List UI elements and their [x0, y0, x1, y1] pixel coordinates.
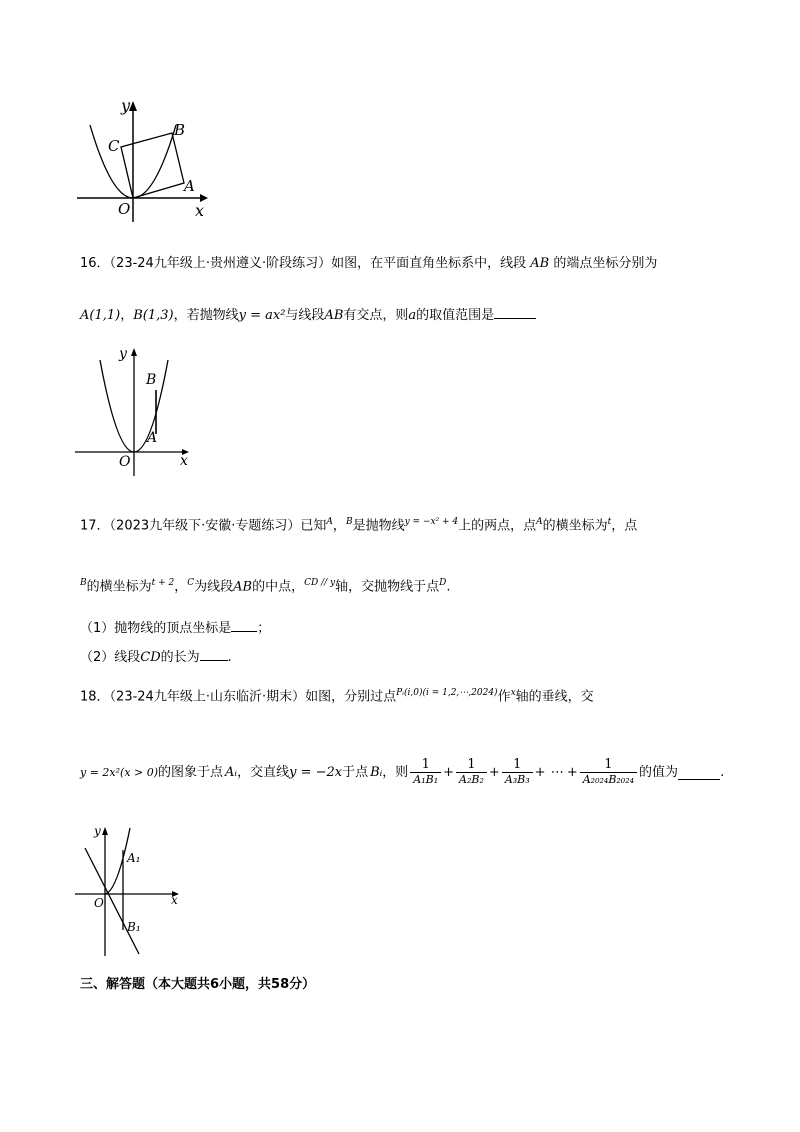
q17-number: 17． [80, 518, 110, 534]
origin-label: O [94, 896, 104, 910]
point-b1-label: B₁ [127, 920, 141, 934]
point-a1-label: A₁ [127, 851, 141, 865]
q17-sub1: （1）抛物线的顶点坐标是 ； [80, 617, 270, 638]
answer-blank[interactable] [200, 646, 228, 661]
section-heading [80, 976, 315, 994]
point-b-label: B [174, 121, 186, 139]
figure-q16 [70, 342, 200, 477]
x-label: x [171, 893, 178, 907]
figure-q18 [70, 820, 190, 960]
point-a-coords: A(1,1) [80, 308, 121, 323]
point-p-expression: Pᵢ(i,0)(i = 1,2,⋯,2024) [396, 688, 498, 698]
q16-line2: A(1,1)，B(1,3)，若抛物线y = ax²与线段AB有交点，则a的取值范围是 [80, 304, 536, 325]
answer-blank[interactable] [231, 617, 257, 632]
answer-blank[interactable] [678, 765, 720, 780]
q17-line1: 17．（2023九年级下·安徽·专题练习）已知$^A$，$^B$是抛物线$^{y = -x^2 + 4}$上的两点，点$^A$的横坐标为$^t$，点 [80, 517, 638, 534]
y-label: y [121, 96, 131, 115]
point-a-label: A [147, 430, 158, 446]
section-note: （本大题共6小题，共58分） [145, 977, 316, 992]
q18-line2: y = 2x²(x > 0) 的图象于点 Aᵢ ，交直线 y = −2x 于点 Bᵢ ，则 $\frac{1}{\text{A₁B₁}}$ + $\frac{1}{\text{A₂B₂}}$ + $\frac{1}{\text{A₃B₃}}$ + ⋯ + $\frac{1}{\text{A₂₀₂₄B₂₀₂₄}}$ 的值为 . [80, 757, 725, 786]
answer-blank[interactable] [494, 304, 536, 319]
q17-source: （2023九年级下·安徽·专题练习） [109, 518, 301, 534]
q17-line2: $^B$的横坐标为$^{t + 2}$，$^C$为线段AB的中点，$^{CD // y}$轴，交抛物线于点$^D$. [80, 578, 451, 595]
curve-equation: y = 2x²(x > 0) [80, 765, 159, 779]
fraction-2: $\frac{1}{\text{A₂B₂}}$ [456, 758, 487, 787]
point-b-label: B [146, 372, 157, 388]
fraction-2024: $\frac{1}{\text{A₂₀₂₄B₂₀₂₄}}$ [580, 758, 637, 787]
y-axis-arrow [131, 348, 137, 356]
q18-number: 18． [80, 689, 110, 705]
x-label: x [180, 453, 188, 469]
fraction-1: $\frac{1}{\text{A₁B₁}}$ [410, 758, 441, 787]
origin-label: O [119, 454, 131, 470]
origin-label: O [118, 200, 131, 218]
point-a-label: A [184, 177, 195, 195]
x-label: x [195, 201, 205, 220]
section-title: 三、解答题 [80, 977, 146, 992]
q16-number: 16． [80, 256, 110, 271]
fraction-3: $\frac{1}{\text{A₃B₃}}$ [502, 758, 533, 787]
point-b-coords: B(1,3) [133, 308, 174, 323]
line-equation: y = −2x [289, 764, 343, 780]
square-oabc [121, 133, 184, 198]
figure-q15 [70, 95, 220, 225]
q16-source: （23-24九年级上·贵州遵义·阶段练习） [109, 256, 332, 271]
point-c-label: C [108, 137, 120, 155]
y-label: y [119, 346, 127, 362]
q18-source: （23-24九年级上·山东临沂·期末） [109, 689, 306, 705]
y-axis-arrow [129, 101, 137, 111]
q16-line1: 16．（23-24九年级上·贵州遵义·阶段练习）如图，在平面直角坐标系中，线段 AB 的端点坐标分别为 [80, 256, 658, 271]
q17-sub2: （2）线段CD的长为 . [80, 646, 232, 667]
parabola-equation: y = ax² [238, 308, 286, 323]
q18-line1: 18．（23-24九年级上·山东临沂·期末）如图，分别过点$^{Pᵢ(i,0)(i = 1,2,\cdots,2024)}$作$^x$轴的垂线，交 [80, 688, 594, 705]
y-axis-arrow [102, 827, 108, 835]
parabola-equation: y = −x² + 4 [404, 517, 459, 527]
y-label: y [94, 824, 101, 838]
